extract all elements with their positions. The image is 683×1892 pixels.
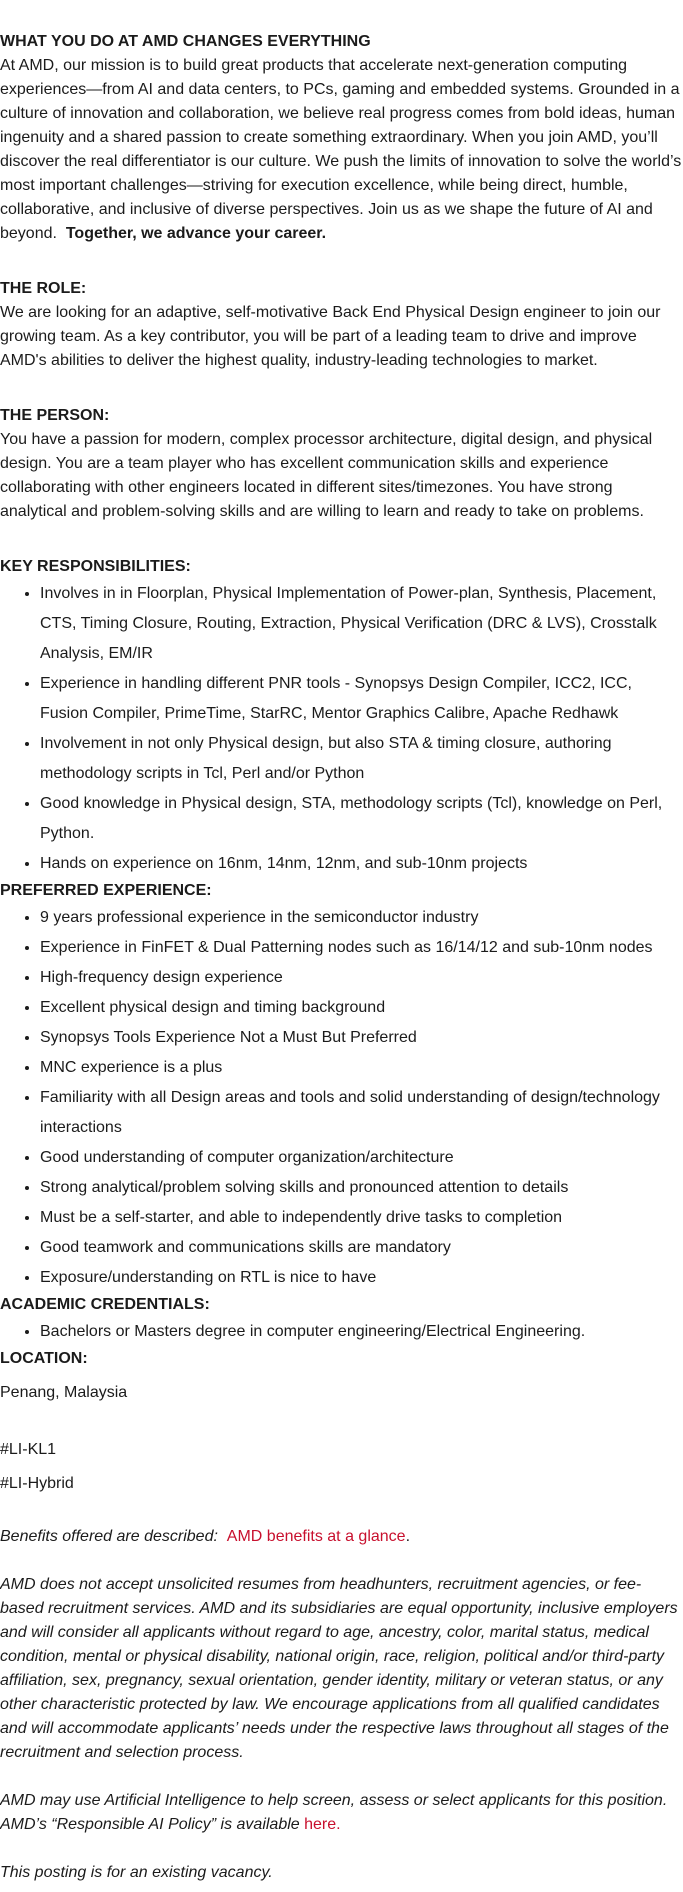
location-value: Penang, Malaysia	[0, 1384, 128, 1401]
list-item: • Experience in handling different PNR tools - Synopsys Design Compiler, ICC2, ICC, Fusion Compiler, PrimeTime, StarRC, Mentor Graphics Calibre, Apache Redhawk	[40, 669, 683, 729]
list-item: • Synopsys Tools Experience Not a Must But Preferred	[40, 1023, 683, 1053]
intro-heading: WHAT YOU DO AT AMD CHANGES EVERYTHING	[0, 33, 371, 50]
list-item: • Involves in in Floorplan, Physical Implementation of Power-plan, Synthesis, Placement, CTS, Timing Closure, Routing, Extraction, Physical Verification (DRC & LVS), Crosstalk Analysis, EM/IR	[40, 579, 683, 669]
list-item: • Strong analytical/problem solving skills and pronounced attention to details	[40, 1173, 683, 1203]
ai-policy-text: AMD may use Artificial Intelligence to help screen, assess or select applicants for this position. AMD’s “Responsible AI Policy” is available	[0, 1792, 668, 1833]
eeo-disclaimer: AMD does not accept unsolicited resumes from headhunters, recruitment agencies, or fee-based recruitment services. AMD and its subsidiaries are equal opportunity, inclusive employers and will consider all applicants without regard to age, ancestry, color, marital status, medical condition, mental or physical disability, national origin, race, religion, political and/or third-party affiliation, sex, pregnancy, sexual orientation, gender identity, military or veteran status, or any other characteristic protected by law. We encourage applications from all qualified candidates and will accommodate applicants’ needs under the respective laws throughout all stages of the recruitment and selection process.	[0, 1576, 678, 1761]
role-body: We are looking for an adaptive, self-motivative Back End Physical Design engineer to join our growing team. As a key contributor, you will be part of a leading team to drive and improve AMD's abilities to deliver the highest quality, industry-leading technologies to market.	[0, 304, 661, 369]
list-item: • Excellent physical design and timing background	[40, 993, 683, 1023]
responsibilities-list	[0, 579, 683, 879]
list-item: • High-frequency design experience	[40, 963, 683, 993]
list-item: • Must be a self-starter, and able to independently drive tasks to completion	[40, 1203, 683, 1233]
ai-policy	[0, 1789, 683, 1837]
location-heading: LOCATION:	[0, 1350, 88, 1367]
tag-li-hybrid: #LI-Hybrid	[0, 1475, 74, 1492]
benefits-suffix: .	[405, 1528, 411, 1545]
intro-text: At AMD, our mission is to build great products that accelerate next-generation computing experiences—from AI and data centers, to PCs, gaming and embedded systems. Grounded in a culture of innovation and collaboration, we believe real progress comes from bold ideas, human ingenuity and a shared passion to create something extraordinary. When you join AMD, you’ll discover the real differentiator is our culture. We push the limits of innovation to solve the world’s most important challenges—striving for execution excellence, while being direct, humble, collaborative, and inclusive of diverse perspectives. Join us as we shape the future of AI and beyond.	[0, 57, 682, 242]
list-item: • Familiarity with all Design areas and tools and solid understanding of design/technology interactions	[40, 1083, 683, 1143]
benefits-prefix: Benefits offered are described:	[0, 1528, 218, 1545]
benefits-link[interactable]: AMD benefits at a glance	[226, 1528, 406, 1545]
intro-body	[0, 54, 683, 246]
list-item: • MNC experience is a plus	[40, 1053, 683, 1083]
list-item: • Experience in FinFET & Dual Patterning nodes such as 16/14/12 and sub-10nm nodes	[40, 933, 683, 963]
list-item: • Involvement in not only Physical design, but also STA & timing closure, authoring methodology scripts in Tcl, Perl and/or Python	[40, 729, 683, 789]
intro-tagline: Together, we advance your career.	[65, 225, 327, 242]
list-item: • 9 years professional experience in the semiconductor industry	[40, 903, 683, 933]
list-item: • Good knowledge in Physical design, STA, methodology scripts (Tcl), knowledge on Perl, Python.	[40, 789, 683, 849]
role-heading: THE ROLE:	[0, 280, 87, 297]
list-item: • Bachelors or Masters degree in computer engineering/Electrical Engineering.	[40, 1317, 683, 1347]
responsibilities-heading: KEY RESPONSIBILITIES:	[0, 558, 191, 575]
ai-policy-link[interactable]: here.	[304, 1816, 341, 1833]
tag-li-kl1: #LI-KL1	[0, 1441, 57, 1458]
person-heading: THE PERSON:	[0, 407, 110, 424]
footer-note: This posting is for an existing vacancy.	[0, 1864, 273, 1881]
list-item: • Good understanding of computer organization/architecture	[40, 1143, 683, 1173]
benefits-line	[0, 1525, 683, 1549]
person-body: You have a passion for modern, complex processor architecture, digital design, and physical design. You are a team player who has excellent communication skills and experience collaborating with other engineers located in different sites/timezones. You have strong analytical and problem-solving skills and are willing to learn and ready to take on problems.	[0, 431, 653, 520]
list-item: • Exposure/understanding on RTL is nice to have	[40, 1263, 683, 1293]
preferred-heading: PREFERRED EXPERIENCE:	[0, 882, 212, 899]
list-item: • Good teamwork and communications skills are mandatory	[40, 1233, 683, 1263]
academic-heading: ACADEMIC CREDENTIALS:	[0, 1296, 210, 1313]
list-item: • Hands on experience on 16nm, 14nm, 12nm, and sub-10nm projects	[40, 849, 683, 879]
preferred-list	[0, 903, 683, 1293]
academic-list	[0, 1317, 683, 1347]
